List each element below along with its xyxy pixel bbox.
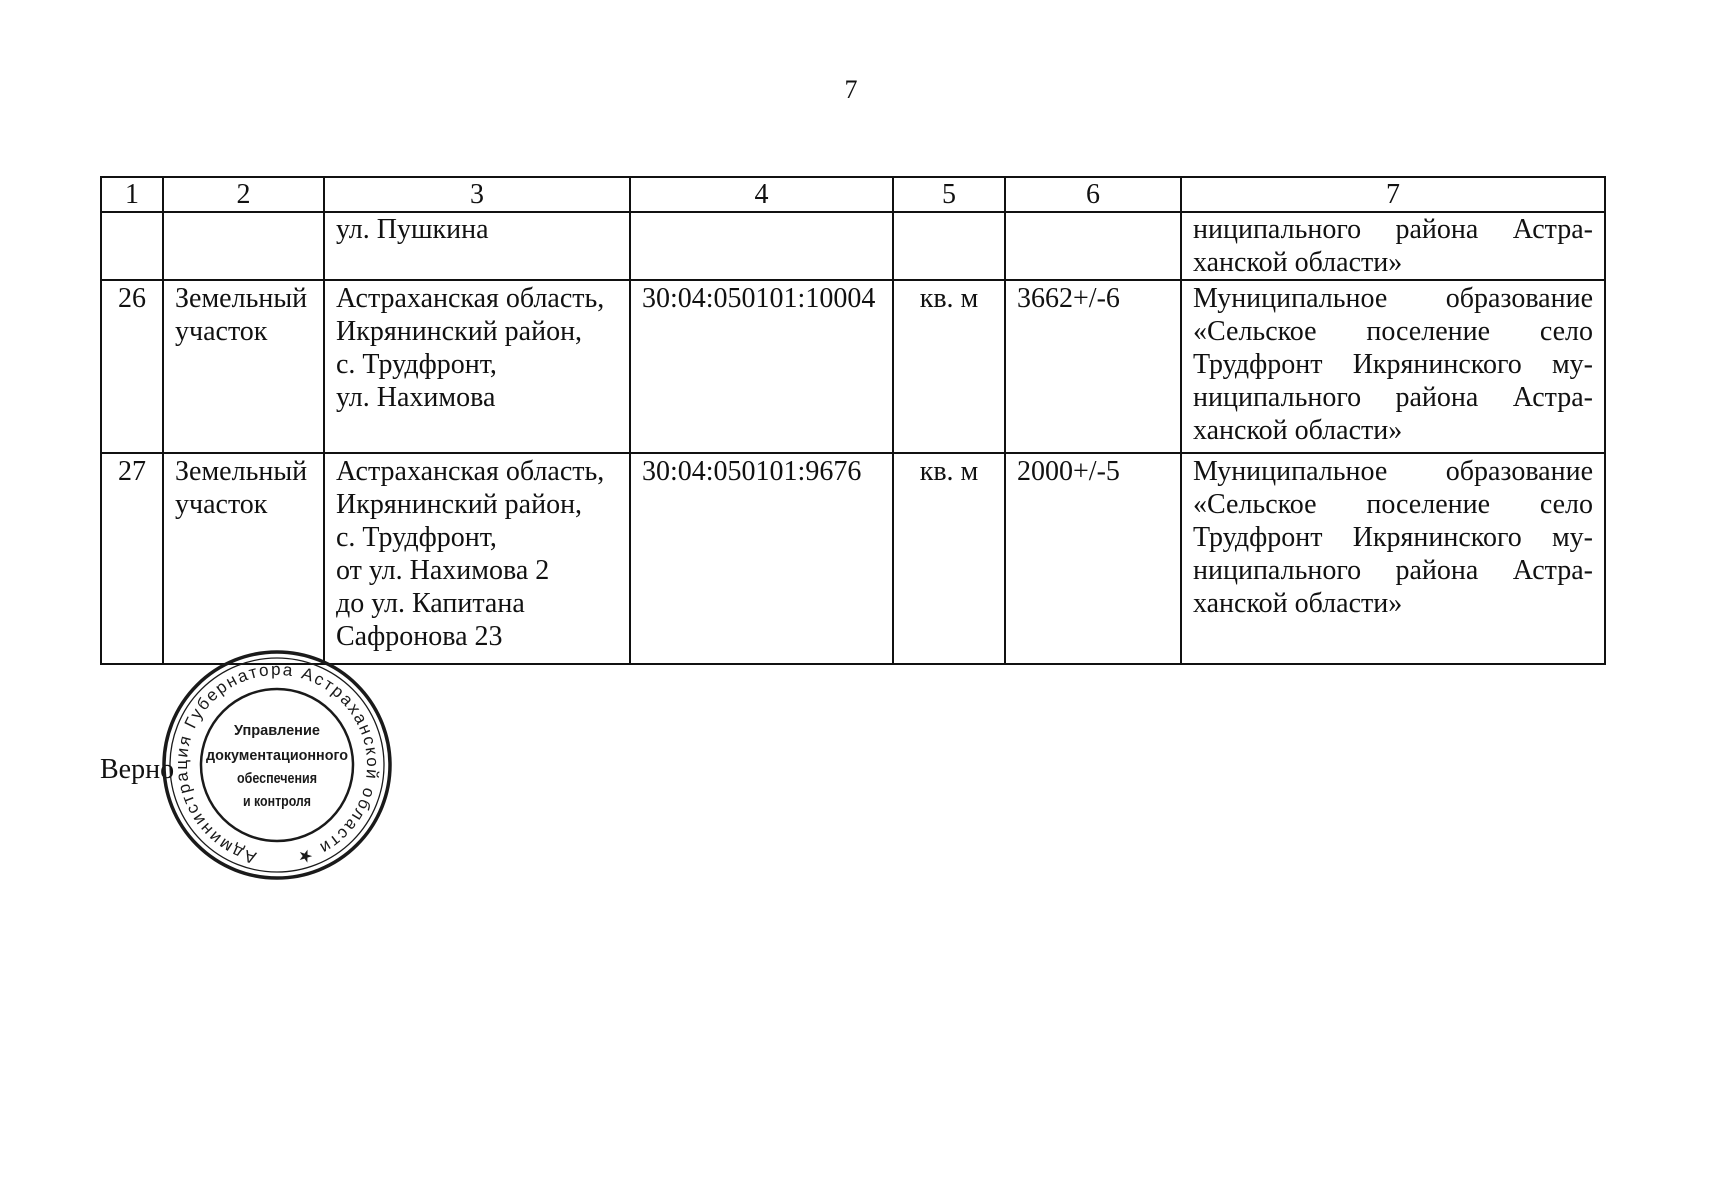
cell-owner [1181,280,1605,453]
header-cell-3: 3 [324,177,630,212]
land-plots-table [100,176,1606,665]
header-cell-2: 2 [163,177,324,212]
cell-line: ул. Нахимова [336,382,496,413]
cell-line: Земельный [175,456,308,487]
cell-area: 3662+/-6 [1005,280,1181,453]
cell-unit [893,212,1005,280]
table-row [101,453,1605,664]
cell-line: Астраханская область, [336,283,605,314]
stamp-center-line: Управление [234,722,320,739]
cell-line: с. Трудфронт, [336,522,497,553]
cell-number: 26 [101,280,163,453]
page-number: 7 [844,75,858,104]
cell-object-type [163,453,324,664]
cell-line: Муниципальное образование [1193,456,1593,487]
cell-line: Земельный [175,283,308,314]
cell-line: ханской области» [1193,588,1403,619]
cell-object-type [163,212,324,280]
cell-line: Икрянинский район, [336,316,583,347]
official-stamp [157,645,397,885]
cell-area [1005,212,1181,280]
stamp-ring-text: Администрация Губернатора Астраханской области ★ [171,659,383,868]
header-cell-1: 1 [101,177,163,212]
cell-line: «Сельское поселение село [1193,316,1593,347]
cell-line: Икрянинский район, [336,489,583,520]
cell-line: Трудфронт Икрянинского му- [1193,349,1593,380]
cell-line: с. Трудфронт, [336,349,497,380]
cell-unit: кв. м [893,280,1005,453]
cell-address [324,212,630,280]
cell-line: Муниципальное образование [1193,283,1593,314]
cell-owner [1181,212,1605,280]
cell-line: Трудфронт Икрянинского му- [1193,522,1593,553]
cell-line: ниципального района Астра- [1193,555,1593,586]
cell-line: ниципального района Астра- [1193,382,1593,413]
cell-line: ниципального района Астра- [1193,214,1593,245]
table-row [101,280,1605,453]
cell-line: до ул. Капитана [336,588,525,619]
cell-area: 2000+/-5 [1005,453,1181,664]
cell-line: от ул. Нахимова 2 [336,555,550,586]
stamp-inner-ring [201,689,353,841]
header-cell-6: 6 [1005,177,1181,212]
table-header-row [101,177,1605,212]
cell-line: Сафронова 23 [336,621,503,652]
header-cell-4: 4 [630,177,893,212]
table-row [101,212,1605,280]
cell-cadastral-number: 30:04:050101:10004 [630,280,893,453]
cell-line: ханской области» [1193,415,1403,446]
cell-line: участок [175,316,268,347]
stamp-center-line: обеспечения [237,770,317,787]
cell-line: участок [175,489,268,520]
cell-cadastral-number [630,212,893,280]
cell-address [324,280,630,453]
cell-line: ханской области» [1193,247,1403,278]
header-cell-7: 7 [1181,177,1605,212]
cell-line: ул. Пушкина [336,214,489,245]
stamp-center-line: и контроля [243,793,311,810]
header-cell-5: 5 [893,177,1005,212]
cell-line: «Сельское поселение село [1193,489,1593,520]
cell-number [101,212,163,280]
cell-line: Астраханская область, [336,456,605,487]
certified-label: Верно [100,754,175,785]
cell-object-type [163,280,324,453]
cell-number: 27 [101,453,163,664]
cell-unit: кв. м [893,453,1005,664]
cell-address [324,453,630,664]
cell-cadastral-number: 30:04:050101:9676 [630,453,893,664]
stamp-outer-ring [164,652,390,878]
stamp-center-line: документационного [206,747,348,764]
cell-owner [1181,453,1605,664]
